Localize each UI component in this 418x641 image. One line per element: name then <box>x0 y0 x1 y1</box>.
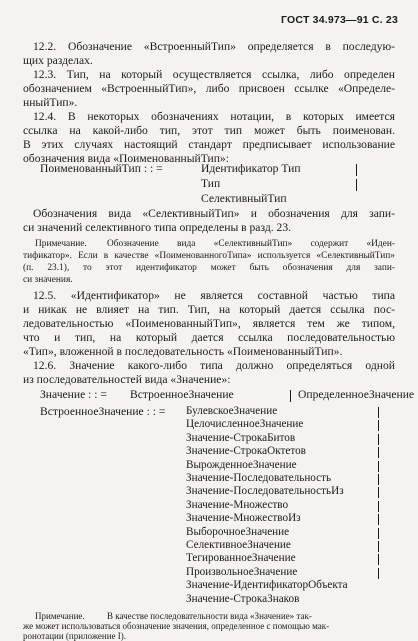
paragraph-selective-line-1: Обозначения вида «СелективныйТип» и обозначения для запи- <box>33 207 395 220</box>
paragraph-12-5-line-2: и никак не влияет на тип. Тип, на который дается ссылка пос- <box>23 303 395 316</box>
rule-builtin-value-alt: Значение-ПоследовательностьИз <box>186 485 344 498</box>
rule-named-type-alt-3: СелективныйТип <box>201 192 287 205</box>
paragraph-12-3-line-3: нныйТип». <box>23 96 78 109</box>
paragraph-12-5-line-1: 12.5. «Идентификатор» не является составной частью типа <box>33 289 395 302</box>
note-1-line-3: (п. 23.1), то этот идентификатор может быть обозначения для запи- <box>23 263 395 273</box>
rule-separator-bar <box>378 447 379 458</box>
note-2-label: Примечание. <box>35 610 85 621</box>
paragraph-12-4-line-2: ссылка на какой-либо тип, этот тип может быть поименован. <box>23 124 395 137</box>
rule-separator-bar <box>378 487 379 498</box>
paragraph-12-4-line-1: 12.4. В некоторых обозначениях нотации, в которых имеется <box>33 110 395 123</box>
note-1-line-2: тификатор». Если в качестве «ПоименованногоТипа» используется «СелективныйТип» <box>23 251 395 261</box>
rule-separator-bar <box>378 514 379 525</box>
paragraph-12-3-line-1: 12.3. Тип, на который осуществляется ссылка, либо определен <box>33 68 395 81</box>
rule-builtin-value-alt: ТегированноеЗначение <box>186 552 296 565</box>
paragraph-12-5-line-3: ледовательностью «ПоименованныйТип», является тем же типом, <box>23 317 395 330</box>
note-1-label: Примечание. <box>35 239 87 249</box>
rule-named-type-alt-1: Идентификатор Тип <box>201 162 301 175</box>
note-1-line-4: си значения. <box>23 275 73 285</box>
rule-builtin-value-alt: Значение-СтрокаОктетов <box>186 445 306 458</box>
rule-builtin-value-lhs: ВстроенноеЗначение : : = <box>40 405 166 418</box>
rule-builtin-value-alt: БулевскоеЗначение <box>186 405 278 417</box>
rule-builtin-value-alt: СелективноеЗначение <box>186 539 291 551</box>
paragraph-12-5-line-4: что и тип, на который дается ссылка последовательностью <box>23 331 395 344</box>
rule-separator-bar <box>378 528 379 539</box>
rule-builtin-value-alt: Значение-Последовательность <box>186 472 332 484</box>
rule-builtin-value-alt: Значение-ИдентификаторОбъекта <box>186 579 348 592</box>
rule-builtin-value-alt: Значение-Множество <box>186 498 289 511</box>
rule-value-alt-1: ВстроенноеЗначение <box>130 388 234 401</box>
rule-value-alt-2: ОпределенноеЗначение <box>298 388 415 401</box>
note-1-line-1: Обозначение вида «СелективныйТип» содержит «Иден- <box>107 239 395 249</box>
rule-separator-bar <box>356 164 357 176</box>
note-2-line-2: же может использоваться обозначение значения, определенное с помощью мак- <box>23 620 330 631</box>
rule-separator-bar <box>356 179 357 191</box>
rule-separator-bar <box>378 501 379 512</box>
rule-named-type-alt-2: Тип <box>201 177 221 190</box>
rule-value-lhs: Значение : : = <box>40 388 107 401</box>
rule-separator-bar <box>378 461 379 472</box>
paragraph-12-4-line-4: обозначения вида «ПоименованныйТип»: <box>23 152 229 165</box>
rule-builtin-value-alt: ВырожденноеЗначение <box>186 458 297 471</box>
note-2-line-3: ронотации (приложение I). <box>23 630 127 641</box>
rule-separator-bar <box>378 554 379 565</box>
paragraph-12-4-line-3: В этих случаях настоящий стандарт предписывает использование <box>23 138 395 151</box>
paragraph-12-3-line-2: обозначением «ВстроенныйТип», либо присвоен ссылке «Определе- <box>23 82 395 95</box>
paragraph-12-6-line-2: из последовательностей вида «Значение»: <box>23 373 231 386</box>
rule-builtin-value-alt: Значение-СтрокаЗнаков <box>186 592 300 605</box>
page-header: ГОСТ 34.973—91 С. 23 <box>281 14 398 26</box>
rule-separator-bar <box>378 474 379 485</box>
rule-separator-bar <box>378 541 379 552</box>
rule-builtin-value-alt: Значение-СтрокаБитов <box>186 431 296 444</box>
rule-builtin-value-alt: Значение-МножествоИз <box>186 512 301 525</box>
paragraph-12-5-line-5: «Тип», вложенной в последовательность «ПоименованныйТип». <box>23 345 343 358</box>
rule-separator-bar <box>378 434 379 445</box>
rule-builtin-value-alt: ВыборочноеЗначение <box>186 525 290 538</box>
rule-separator-bar <box>290 390 291 402</box>
paragraph-selective-line-2: си значений селективного типа определены в разд. 23. <box>23 221 292 234</box>
paragraph-12-2-line-2: щих разделах. <box>23 54 93 67</box>
rule-separator-bar <box>378 420 379 431</box>
rule-separator-bar <box>378 568 379 579</box>
rule-separator-bar <box>378 407 379 418</box>
rule-named-type-lhs: ПоименованныйТип : : = <box>40 162 163 175</box>
paragraph-12-6-line-1: 12.6. Значение какого-либо типа должно определяться одной <box>33 359 395 372</box>
rule-builtin-value-alt: ЦелочисленноеЗначение <box>186 418 304 431</box>
note-2-line-1: В качестве последовательности вида «Значение» так- <box>107 610 312 621</box>
rule-builtin-value-alt: ПроизвольноеЗначение <box>186 565 298 578</box>
paragraph-12-2-line-1: 12.2. Обозначение «ВстроенныйТип» определяется в последую- <box>33 40 395 53</box>
